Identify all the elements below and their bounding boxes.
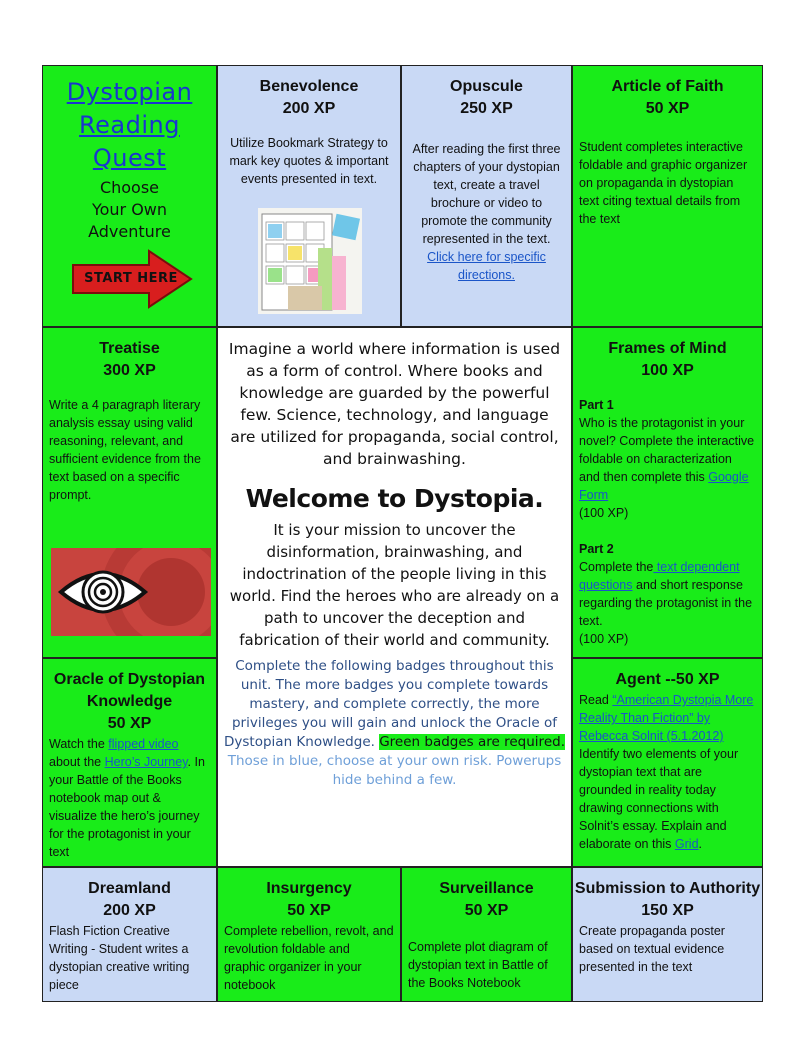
bookmark-strategy-image bbox=[258, 208, 362, 314]
badge-description bbox=[579, 691, 756, 853]
blue-risk-text: Those in blue, choose at your own risk. Powerups hide behind a few. bbox=[227, 753, 562, 788]
badge-description bbox=[410, 140, 563, 284]
badge-description: Student completes interactive foldable and graphic organizer on propaganda in dystopian text citing textual details from the text bbox=[579, 140, 748, 226]
badge-oracle[interactable] bbox=[42, 658, 217, 867]
badge-xp: 50 XP bbox=[287, 902, 331, 919]
quest-title-line: Dystopian bbox=[66, 78, 193, 106]
badge-article-of-faith[interactable] bbox=[572, 65, 763, 327]
badge-dreamland[interactable] bbox=[42, 867, 217, 1002]
oracle-text-a: Watch the bbox=[49, 737, 109, 751]
specific-directions-link[interactable]: Click here for specific directions. bbox=[427, 250, 546, 282]
solnit-article-link[interactable]: “American Dystopia More Reality Than Fiction” by Rebecca Solnit (5.1.2012) bbox=[579, 693, 754, 743]
badge-title: Article of Faith bbox=[611, 78, 724, 95]
badge-title: Surveillance bbox=[439, 880, 534, 897]
opuscule-text: After reading the first three chapters of your dystopian text, create a travel brochure or video to promote the community represented in the text. bbox=[412, 142, 561, 246]
quest-subtitle bbox=[43, 177, 216, 243]
badges-instructions bbox=[218, 657, 571, 790]
badge-description: Create propaganda poster based on textual evidence presented in the text bbox=[579, 924, 725, 974]
badge-xp: 200 XP bbox=[103, 902, 156, 919]
badge-title: Frames of Mind bbox=[608, 340, 727, 357]
text-dependent-questions-link[interactable]: text dependent questions bbox=[579, 560, 740, 592]
badge-benevolence[interactable] bbox=[217, 65, 401, 327]
agent-text-a: Read bbox=[579, 693, 613, 707]
part2-body-a: Complete the bbox=[579, 560, 654, 574]
flipped-video-link[interactable]: flipped video bbox=[108, 737, 179, 751]
badge-title: Treatise bbox=[99, 340, 160, 357]
badge-title: Submission to Authority bbox=[574, 880, 761, 897]
quest-subtitle-line: Adventure bbox=[88, 222, 171, 241]
part2-text bbox=[579, 558, 756, 630]
part1-text bbox=[579, 414, 756, 504]
badge-title: Dreamland bbox=[88, 880, 171, 897]
badge-title: Oracle of Dystopian Knowledge bbox=[53, 671, 206, 710]
badge-submission[interactable] bbox=[572, 867, 763, 1002]
badge-description bbox=[579, 396, 756, 648]
intro-paragraph: Imagine a world where information is used as a form of control. Where books and knowledge are guarded by the powerful few. Science, technology, and language are utilized for propaganda, social control, and brainwashing. bbox=[228, 340, 561, 468]
part2-body-b: and short response regarding the protagonist in the text. bbox=[579, 578, 753, 628]
oracle-text-c: . In your Battle of the Books notebook map out & visualize the hero’s journey for the protagonist in your text bbox=[49, 755, 205, 859]
badge-xp: 100 XP bbox=[641, 362, 694, 379]
badge-xp: 50 XP bbox=[107, 715, 152, 732]
badge-description bbox=[49, 735, 210, 861]
badge-description: Utilize Bookmark Strategy to mark key quotes & important events presented in text. bbox=[229, 136, 389, 186]
part1-label: Part 1 bbox=[579, 398, 614, 412]
badge-opuscule[interactable] bbox=[401, 65, 572, 327]
mission-paragraph: It is your mission to uncover the disinformation, brainwashing, and indoctrination of the people living in this world. Find the heroes who are already on a path to uncover the deception and fabrication of their world and community. bbox=[229, 521, 560, 649]
badge-title: Benevolence bbox=[259, 78, 359, 95]
badge-xp: 50 XP bbox=[645, 100, 690, 117]
green-required-text: Green badges are required. bbox=[379, 734, 565, 750]
badge-agent[interactable] bbox=[572, 658, 763, 867]
quest-title-cell bbox=[42, 65, 217, 327]
start-here-label[interactable]: START HERE bbox=[84, 271, 178, 286]
grid-link[interactable]: Grid bbox=[674, 837, 699, 851]
badge-treatise[interactable] bbox=[42, 327, 217, 658]
badge-description: Flash Fiction Creative Writing - Student writes a dystopian creative writing piece bbox=[49, 924, 190, 992]
badge-xp: 300 XP bbox=[103, 362, 156, 379]
welcome-heading: Welcome to Dystopia. bbox=[245, 484, 544, 513]
oracle-text-b: about the bbox=[49, 755, 105, 769]
quest-title[interactable] bbox=[43, 76, 216, 175]
quest-title-line: Quest bbox=[92, 144, 167, 172]
google-form-link[interactable]: Google Form bbox=[579, 470, 749, 502]
badge-xp: 50 XP bbox=[464, 902, 509, 919]
part2-xp: (100 XP) bbox=[579, 632, 629, 646]
quest-subtitle-line: Your Own bbox=[91, 200, 168, 219]
part1-body: Who is the protagonist in your novel? Complete the interactive foldable on characterization and then complete this bbox=[579, 416, 755, 484]
part1-xp: (100 XP) bbox=[579, 506, 629, 520]
heros-journey-link[interactable]: Hero’s Journey bbox=[104, 755, 188, 769]
quest-subtitle-line: Choose bbox=[99, 178, 160, 197]
badge-frames-of-mind[interactable] bbox=[572, 327, 763, 658]
badge-xp: 200 XP bbox=[282, 100, 336, 117]
badge-surveillance[interactable] bbox=[401, 867, 572, 1002]
welcome-center-cell bbox=[217, 327, 572, 867]
agent-text-b: Identify two elements of your dystopian text that are grounded in reality today drawing connections with Solnit’s essay. Explain and elaborate on this bbox=[579, 747, 739, 851]
part2-label: Part 2 bbox=[579, 542, 614, 556]
badge-insurgency[interactable] bbox=[217, 867, 401, 1002]
badge-title: Insurgency bbox=[266, 880, 352, 897]
badges-main-text: Complete the following badges throughout this unit. The more badges you complete towards mastery, and complete correctly, the more privileges you will gain and unlock the Oracle of Dystopian Knowledge. bbox=[224, 658, 557, 750]
quest-title-line: Reading bbox=[79, 111, 180, 139]
badge-description: Complete rebellion, revolt, and revolution foldable and graphic organizer in your notebook bbox=[224, 924, 394, 992]
eye-icon bbox=[51, 548, 211, 636]
badge-description: Write a 4 paragraph literary analysis essay using valid reasoning, relevant, and sufficient evidence from the text based on a specific prompt. bbox=[49, 398, 201, 502]
agent-text-c: . bbox=[698, 837, 703, 851]
quest-board bbox=[42, 65, 763, 1002]
badge-description: Complete plot diagram of dystopian text in Battle of the Books Notebook bbox=[408, 940, 548, 990]
badge-xp: 250 XP bbox=[460, 100, 513, 117]
badge-title: Agent --50 XP bbox=[615, 671, 720, 688]
badge-xp: 150 XP bbox=[641, 902, 694, 919]
badge-title: Opuscule bbox=[450, 78, 523, 95]
